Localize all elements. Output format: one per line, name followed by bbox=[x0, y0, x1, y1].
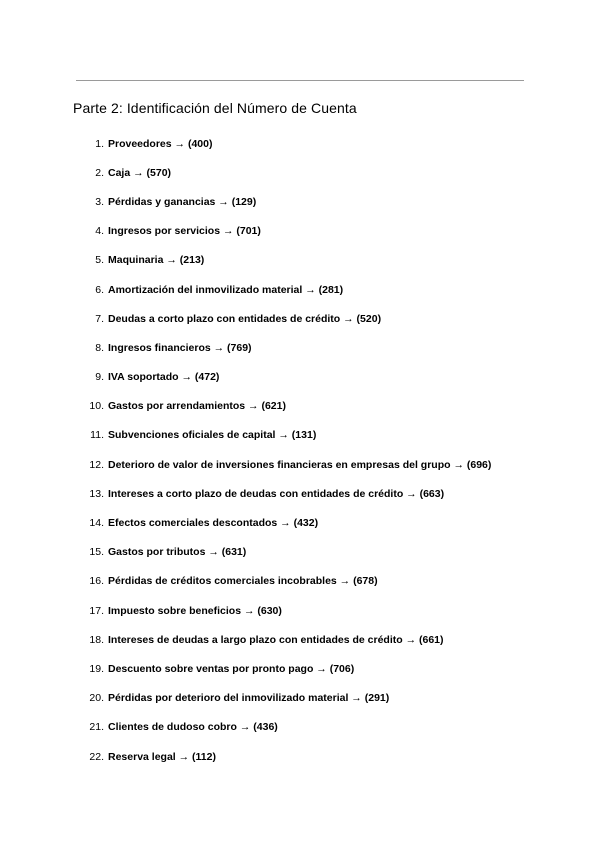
list-item bbox=[0, 363, 491, 392]
list-item bbox=[0, 742, 491, 771]
list-item bbox=[0, 596, 491, 625]
item-number: 19. bbox=[89, 662, 104, 675]
list-item bbox=[0, 392, 491, 421]
item-text: Pérdidas de créditos comerciales incobrables → (678) bbox=[108, 575, 378, 588]
item-text: Deterioro de valor de inversiones financieras en empresas del grupo → (696) bbox=[108, 458, 492, 471]
item-number: 20. bbox=[89, 692, 104, 705]
list-item bbox=[0, 654, 491, 683]
item-number: 15. bbox=[89, 546, 104, 559]
list-item bbox=[0, 713, 491, 742]
item-text: Deudas a corto plazo con entidades de crédito → (520) bbox=[108, 312, 382, 325]
list-item bbox=[0, 479, 491, 508]
list-item bbox=[0, 333, 491, 362]
item-number: 21. bbox=[89, 721, 104, 734]
item-text: Intereses a corto plazo de deudas con entidades de crédito → (663) bbox=[108, 487, 445, 500]
list-item bbox=[0, 158, 491, 187]
item-number: 6. bbox=[95, 283, 104, 296]
item-number: 14. bbox=[89, 517, 104, 530]
item-number: 13. bbox=[89, 487, 104, 500]
item-number: 16. bbox=[89, 575, 104, 588]
item-text: Caja → (570) bbox=[108, 166, 172, 179]
list-item bbox=[0, 567, 491, 596]
item-number: 5. bbox=[95, 254, 104, 267]
item-text: Gastos por tributos → (631) bbox=[108, 546, 247, 559]
item-text: Ingresos por servicios → (701) bbox=[108, 225, 261, 238]
list-item bbox=[0, 275, 491, 304]
item-number: 7. bbox=[95, 312, 104, 325]
item-text: Maquinaria → (213) bbox=[108, 254, 205, 267]
item-text: Reserva legal → (112) bbox=[108, 750, 216, 763]
item-text: Ingresos financieros → (769) bbox=[108, 341, 252, 354]
item-text: Gastos por arrendamientos → (621) bbox=[108, 400, 286, 413]
item-number: 4. bbox=[95, 225, 104, 238]
item-number: 10. bbox=[89, 400, 104, 413]
item-number: 3. bbox=[95, 195, 104, 208]
item-number: 2. bbox=[95, 166, 104, 179]
list-item bbox=[0, 187, 491, 216]
list-item bbox=[0, 129, 491, 158]
item-text: Efectos comerciales descontados → (432) bbox=[108, 517, 319, 530]
list-item bbox=[0, 304, 491, 333]
item-number: 11. bbox=[90, 429, 104, 442]
item-number: 22. bbox=[89, 750, 104, 763]
item-text: Pérdidas por deterioro del inmovilizado material → (291) bbox=[108, 692, 390, 705]
item-number: 18. bbox=[89, 633, 104, 646]
item-number: 9. bbox=[95, 371, 104, 384]
list-item bbox=[0, 421, 491, 450]
item-text: Amortización del inmovilizado material → (281) bbox=[108, 283, 344, 296]
item-number: 1. bbox=[95, 137, 104, 150]
item-text: Intereses de deudas a largo plazo con entidades de crédito → (661) bbox=[108, 633, 444, 646]
list-item bbox=[0, 450, 491, 479]
section-title: Parte 2: Identificación del Número de Cuenta bbox=[73, 100, 357, 116]
item-text: Proveedores → (400) bbox=[108, 137, 213, 150]
list-item bbox=[0, 684, 491, 713]
list-item bbox=[0, 508, 491, 537]
answer-list bbox=[0, 129, 491, 771]
horizontal-rule bbox=[76, 80, 524, 81]
item-number: 12. bbox=[89, 458, 104, 471]
item-number: 17. bbox=[89, 604, 104, 617]
item-text: Impuesto sobre beneficios → (630) bbox=[108, 604, 282, 617]
list-item bbox=[0, 538, 491, 567]
list-item bbox=[0, 217, 491, 246]
item-text: IVA soportado → (472) bbox=[108, 371, 220, 384]
list-item bbox=[0, 625, 491, 654]
item-number: 8. bbox=[95, 341, 104, 354]
item-text: Clientes de dudoso cobro → (436) bbox=[108, 721, 278, 734]
item-text: Subvenciones oficiales de capital → (131) bbox=[108, 429, 317, 442]
item-text: Descuento sobre ventas por pronto pago → (706) bbox=[108, 662, 355, 675]
list-item bbox=[0, 246, 491, 275]
item-text: Pérdidas y ganancias → (129) bbox=[108, 195, 257, 208]
